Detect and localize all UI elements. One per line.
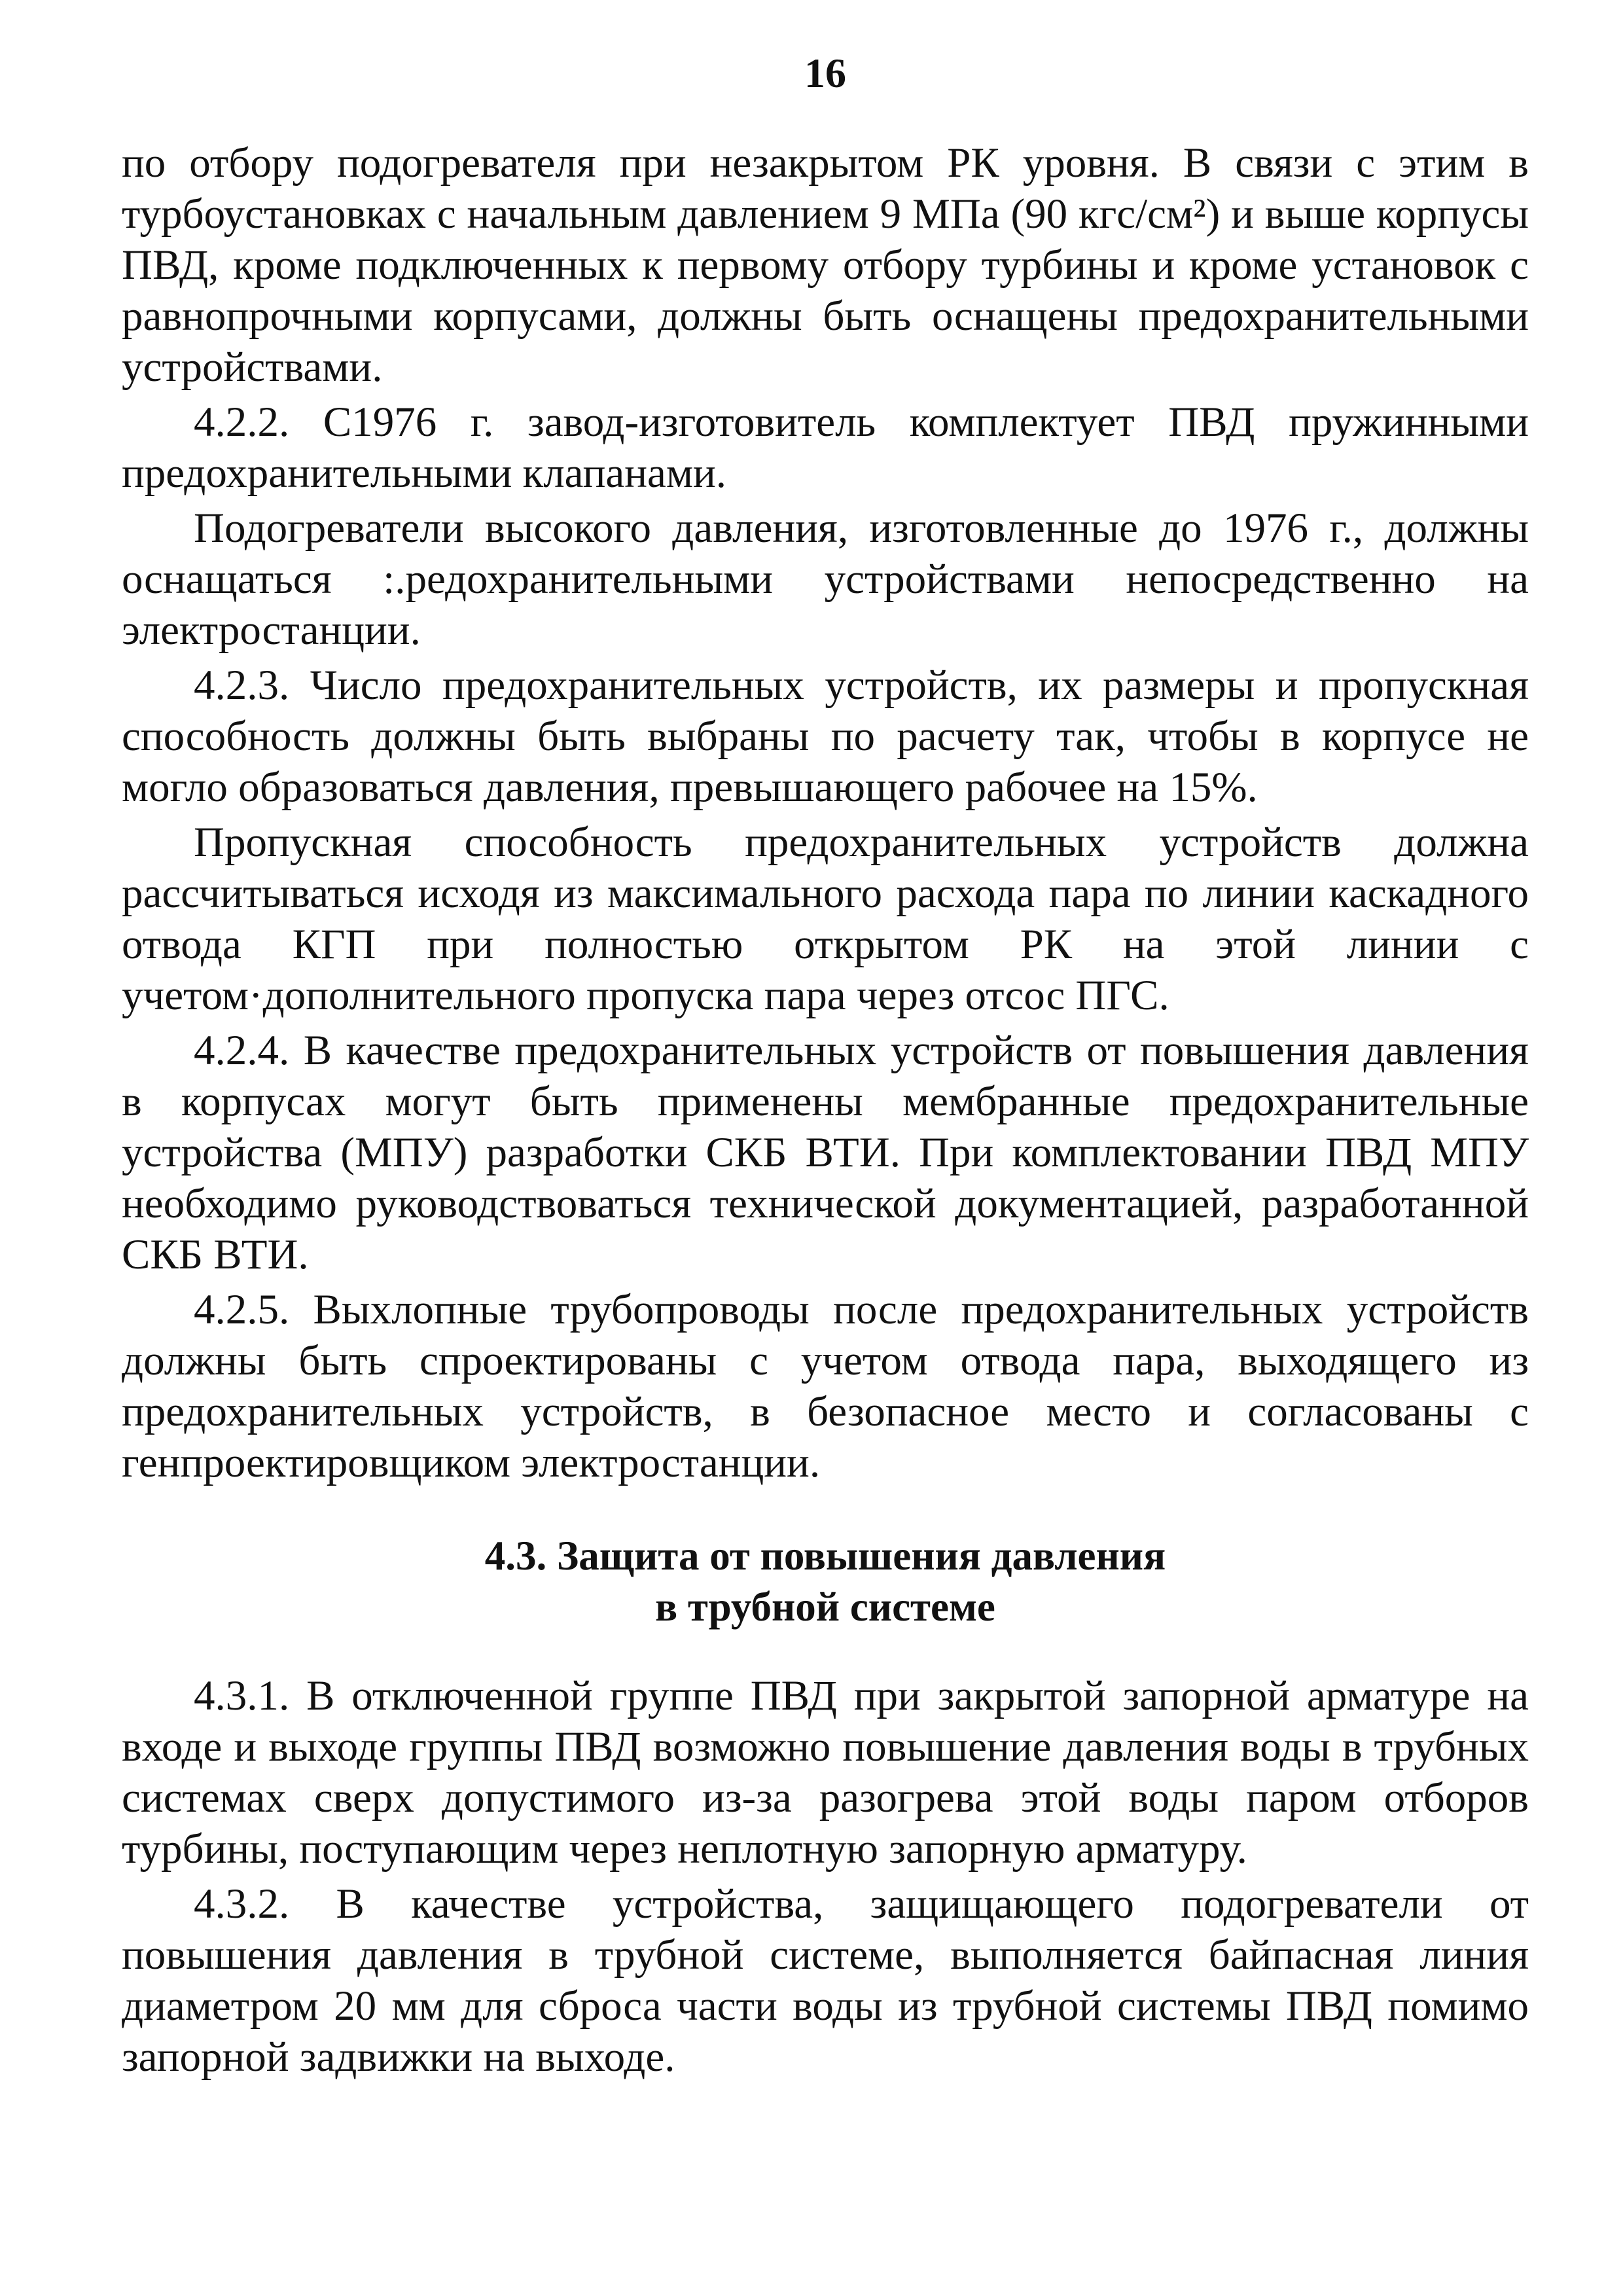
paragraph-4-3-2: 4.3.2. В качестве устройства, защищающего подогреватели от повышения давления в трубной системе, выполняется байпасная линия диаметром 20 мм для сброса части воды из трубной системы ПВД помимо запорной задвижки на выходе.: [122, 1880, 1529, 2081]
paragraph-4-2-5: 4.2.5. Выхлопные трубопроводы после предохранительных устройств должны быть спроектированы с учетом отвода пара, выходящего из предохранительных устройств, в безопасное место и согласованы с генпроектировщиком электростанции.: [122, 1286, 1529, 1486]
paragraph-4-2-3: 4.2.3. Число предохранительных устройств, их размеры и пропускная способность должны быть выбраны по расчету так, чтобы в корпусе не могло образоваться давления, превышающего рабочее на 15%.: [122, 662, 1529, 811]
paragraph-continuation: по отбору подогревателя при незакрытом РК уровня. В связи с этим в турбоустановках с начальным давлением 9 МПа (90 кгс/см²) и выше корпусы ПВД, кроме подключенных к первому отбору турбины и кроме установок с равнопрочными корпусами, должны быть оснащены предохранительными устройствами.: [122, 139, 1529, 391]
paragraph-4-2-2: 4.2.2. С1976 г. завод-изготовитель комплектует ПВД пружинными предохранительными клапанами.: [122, 399, 1529, 497]
section-heading-line-2: в трубной системе: [655, 1584, 995, 1630]
paragraph-pre-1976-heaters: Подогреватели высокого давления, изготовленные до 1976 г., должны оснащаться :.редохранительными устройствами непосредственно на электростанции.: [122, 505, 1529, 654]
paragraph-throughput-capacity: Пропускная способность предохранительных устройств должна рассчитываться исходя из максимального расхода пара по линии каскадного отвода КГП при полностью открытом РК на этой линии с учетом·дополнительного пропуска пара через отсос ПГС.: [122, 819, 1529, 1019]
section-heading-4-3: [122, 1530, 1529, 1632]
page-number: 16: [804, 50, 846, 96]
paragraph-4-3-1: 4.3.1. В отключенной группе ПВД при закрытой запорной арматуре на входе и выходе группы ПВД возможно повышение давления воды в трубных системах сверх допустимого из-за разогрева этой воды паром отборов турбины, поступающим через неплотную запорную арматуру.: [122, 1672, 1529, 1873]
section-heading-line-1: 4.3. Защита от повышения давления: [484, 1533, 1166, 1579]
document-page: [122, 52, 1529, 2083]
paragraph-4-2-4: 4.2.4. В качестве предохранительных устройств от повышения давления в корпусах могут быть применены мембранные предохранительные устройства (МПУ) разработки СКБ ВТИ. При комплектовании ПВД МПУ необходимо руководствоваться технической документацией, разработанной СКБ ВТИ.: [122, 1027, 1529, 1278]
